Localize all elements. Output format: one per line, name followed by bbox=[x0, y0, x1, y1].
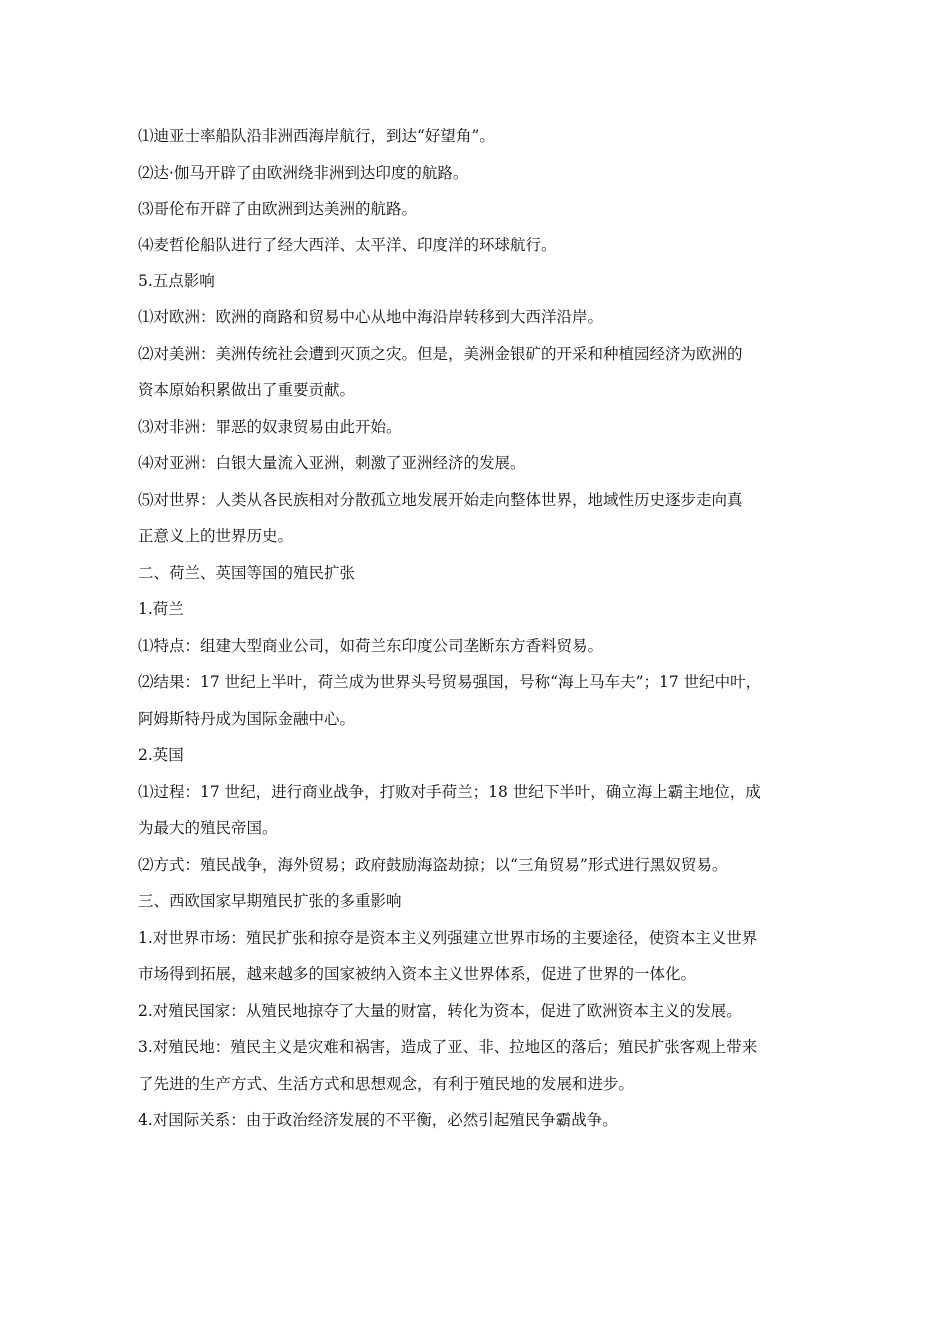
text-line: 为最大的殖民帝国。 bbox=[138, 819, 278, 837]
text-line: ⑴过程：17 世纪，进行商业战争，打败对手荷兰；18 世纪下半叶，确立海上霸主地位，成 bbox=[138, 783, 761, 801]
text-line: ⑵方式：殖民战争，海外贸易；政府鼓励海盗劫掠；以“三角贸易”形式进行黑奴贸易。 bbox=[138, 856, 728, 874]
text-line: ⑷麦哲伦船队进行了经大西洋、太平洋、印度洋的环球航行。 bbox=[138, 236, 557, 254]
text-line: 3.对殖民地：殖民主义是灾难和祸害，造成了亚、非、拉地区的落后；殖民扩张客观上带来 bbox=[138, 1038, 758, 1056]
section-heading: 三、西欧国家早期殖民扩张的多重影响 bbox=[138, 892, 402, 910]
text-line: ⑴对欧洲：欧洲的商路和贸易中心从地中海沿岸转移到大西洋沿岸。 bbox=[138, 308, 604, 326]
text-line: 资本原始积累做出了重要贡献。 bbox=[138, 381, 356, 399]
text-line: 4.对国际关系：由于政治经济发展的不平衡，必然引起殖民争霸战争。 bbox=[138, 1111, 618, 1129]
text-line: ⑵达·伽马开辟了由欧洲绕非洲到达印度的航路。 bbox=[138, 164, 469, 182]
text-line: ⑸对世界：人类从各民族相对分散孤立地发展开始走向整体世界，地域性历史逐步走向真 bbox=[138, 491, 743, 509]
text-line: ⑵结果：17 世纪上半叶，荷兰成为世界头号贸易强国，号称“海上马车夫”；17 世纪中叶， bbox=[138, 673, 762, 691]
text-line: 1.对世界市场：殖民扩张和掠夺是资本主义列强建立世界市场的主要途径，使资本主义世界 bbox=[138, 929, 758, 947]
section-heading: 二、荷兰、英国等国的殖民扩张 bbox=[138, 564, 356, 582]
text-line: ⑴特点：组建大型商业公司，如荷兰东印度公司垄断东方香料贸易。 bbox=[138, 637, 604, 655]
text-line: ⑶对非洲：罪恶的奴隶贸易由此开始。 bbox=[138, 418, 402, 436]
text-line: ⑴迪亚士率船队沿非洲西海岸航行，到达“好望角”。 bbox=[138, 127, 495, 145]
text-line: 2.对殖民国家：从殖民地掠夺了大量的财富，转化为资本，促进了欧洲资本主义的发展。 bbox=[138, 1002, 742, 1020]
section-heading: 2.英国 bbox=[138, 746, 184, 764]
text-line: 正意义上的世界历史。 bbox=[138, 527, 294, 545]
text-line: ⑶哥伦布开辟了由欧洲到达美洲的航路。 bbox=[138, 200, 418, 218]
text-line: 阿姆斯特丹成为国际金融中心。 bbox=[138, 710, 356, 728]
text-line: 了先进的生产方式、生活方式和思想观念，有利于殖民地的发展和进步。 bbox=[138, 1075, 635, 1093]
text-line: 市场得到拓展，越来越多的国家被纳入资本主义世界体系，促进了世界的一体化。 bbox=[138, 965, 697, 983]
text-line: ⑵对美洲：美洲传统社会遭到灭顶之灾。但是，美洲金银矿的开采和种植园经济为欧洲的 bbox=[138, 345, 743, 363]
section-heading: 5.五点影响 bbox=[138, 272, 215, 290]
text-line: ⑷对亚洲：白银大量流入亚洲，刺激了亚洲经济的发展。 bbox=[138, 454, 526, 472]
section-heading: 1.荷兰 bbox=[138, 600, 184, 618]
